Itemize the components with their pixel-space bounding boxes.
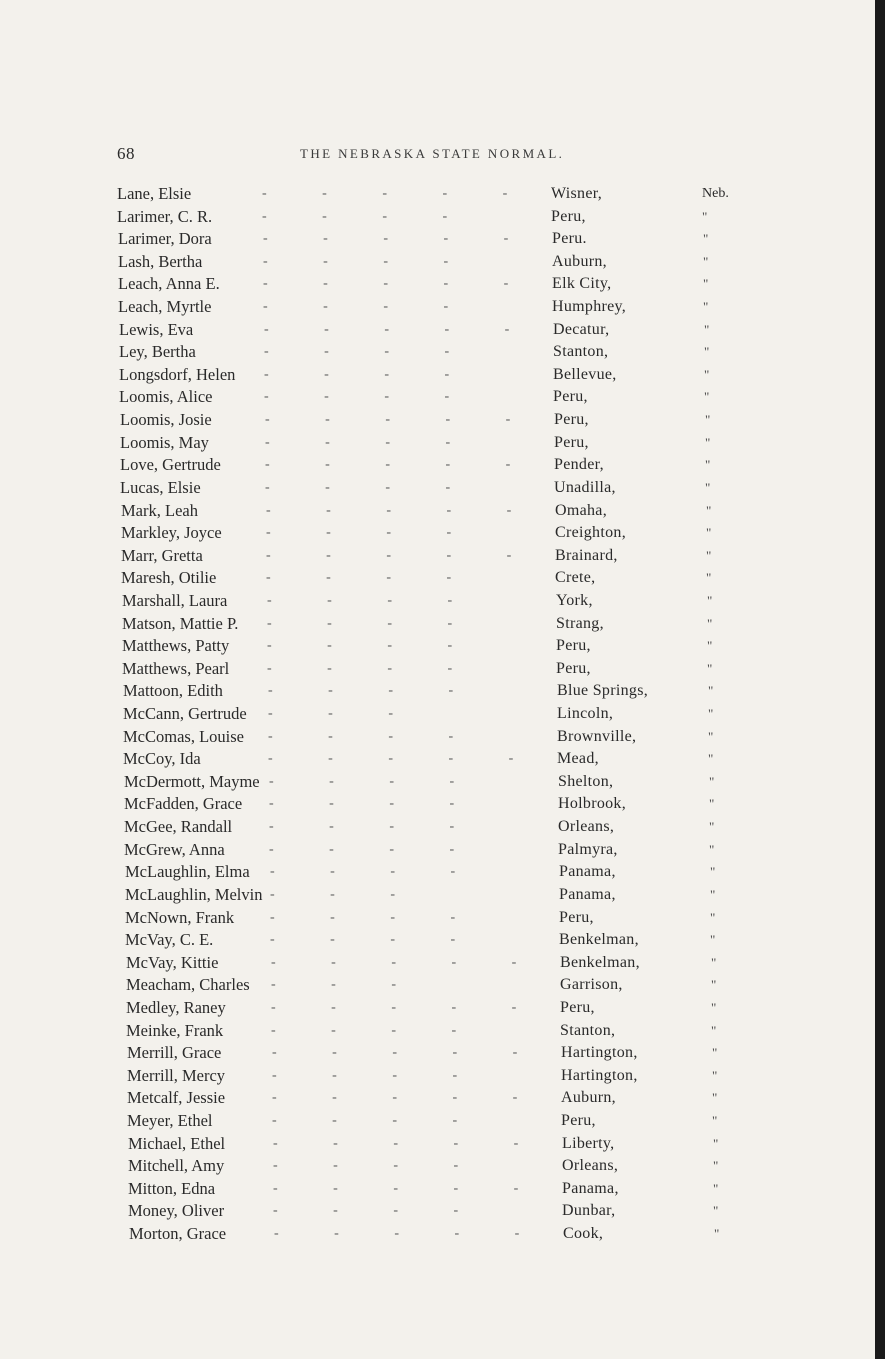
hometown: Peru. bbox=[552, 230, 587, 248]
student-name: Larimer, Dora bbox=[118, 229, 212, 249]
ditto-mark: " bbox=[704, 389, 710, 405]
hometown: Blue Springs, bbox=[557, 682, 649, 700]
ditto-mark: " bbox=[702, 208, 708, 224]
roster-row bbox=[0, 884, 885, 907]
student-name: McVay, C. E. bbox=[125, 930, 214, 950]
student-name: McNown, Frank bbox=[125, 907, 235, 927]
hometown: Humphrey, bbox=[552, 298, 627, 316]
hometown: Peru, bbox=[554, 411, 589, 429]
roster-row bbox=[0, 1223, 885, 1246]
student-name: McDermott, Mayme bbox=[124, 771, 260, 791]
student-name: Marshall, Laura bbox=[122, 590, 228, 610]
leader-dashes: - - - - - bbox=[265, 457, 537, 473]
running-head: THE NEBRASKA STATE NORMAL. bbox=[300, 146, 565, 161]
leader-dashes: - - - - bbox=[266, 570, 478, 586]
student-name: McCann, Gertrude bbox=[123, 704, 247, 724]
ditto-mark: " bbox=[707, 660, 713, 676]
student-name: Ley, Bertha bbox=[119, 342, 196, 362]
ditto-mark: " bbox=[710, 909, 716, 925]
ditto-mark: " bbox=[713, 1158, 719, 1174]
student-name: McLaughlin, Elma bbox=[125, 862, 250, 882]
ditto-mark: " bbox=[712, 1045, 718, 1061]
leader-dashes: - - - - bbox=[272, 1067, 484, 1083]
leader-dashes: - - - - bbox=[270, 864, 482, 880]
ditto-mark: " bbox=[705, 412, 711, 428]
roster-row bbox=[0, 590, 885, 613]
student-name: Maresh, Otilie bbox=[121, 568, 217, 588]
student-name: Merrill, Grace bbox=[127, 1043, 222, 1063]
roster-row bbox=[0, 567, 885, 590]
hometown: Auburn, bbox=[561, 1089, 616, 1107]
ditto-mark: " bbox=[705, 479, 711, 495]
hometown: Panama, bbox=[559, 885, 616, 903]
student-name: Mitchell, Amy bbox=[128, 1156, 225, 1176]
ditto-mark: " bbox=[710, 864, 716, 880]
roster-row bbox=[0, 613, 885, 636]
student-name: Love, Gertrude bbox=[120, 455, 221, 475]
leader-dashes: - - - - bbox=[269, 773, 481, 789]
student-name: Michael, Ethel bbox=[128, 1133, 226, 1153]
roster-row bbox=[0, 861, 885, 884]
ditto-mark: " bbox=[706, 547, 712, 563]
roster-row bbox=[0, 409, 885, 432]
hometown: Orleans, bbox=[562, 1157, 619, 1175]
leader-dashes: - - - - bbox=[267, 615, 479, 631]
hometown: Benkelman, bbox=[559, 931, 639, 949]
ditto-mark: " bbox=[710, 932, 716, 948]
ditto-mark: " bbox=[713, 1135, 719, 1151]
roster-row bbox=[0, 658, 885, 681]
ditto-mark: " bbox=[711, 977, 717, 993]
roster-row bbox=[0, 635, 885, 658]
hometown: Peru, bbox=[560, 998, 595, 1016]
student-name: Morton, Grace bbox=[129, 1224, 227, 1244]
student-name: Merrill, Mercy bbox=[127, 1065, 226, 1085]
leader-dashes: - - - bbox=[268, 706, 419, 722]
leader-dashes: - - - bbox=[271, 977, 422, 993]
hometown: Unadilla, bbox=[554, 478, 616, 496]
roster-row bbox=[0, 703, 885, 726]
ditto-mark: " bbox=[711, 954, 717, 970]
roster-row bbox=[0, 522, 885, 545]
leader-dashes: - - - - - bbox=[263, 276, 535, 292]
student-name: Lewis, Eva bbox=[119, 319, 194, 339]
ditto-mark: " bbox=[704, 366, 710, 382]
hometown: Creighton, bbox=[555, 524, 626, 542]
student-name: Loomis, Josie bbox=[120, 410, 212, 430]
hometown: Stanton, bbox=[560, 1021, 616, 1039]
student-name: Matthews, Patty bbox=[122, 636, 230, 656]
ditto-mark: " bbox=[709, 796, 715, 812]
ditto-mark: " bbox=[711, 999, 717, 1015]
roster-row bbox=[0, 816, 885, 839]
leader-dashes: - - - - bbox=[268, 728, 480, 744]
leader-dashes: - - - - bbox=[267, 592, 479, 608]
hometown: Bellevue, bbox=[553, 365, 617, 383]
leader-dashes: - - - - - bbox=[273, 1180, 545, 1196]
hometown: Peru, bbox=[559, 908, 594, 926]
hometown: Dunbar, bbox=[562, 1202, 616, 1220]
ditto-mark: " bbox=[707, 615, 713, 631]
student-name: McGee, Randall bbox=[124, 817, 233, 837]
roster-row bbox=[0, 251, 885, 274]
roster-row bbox=[0, 1110, 885, 1133]
leader-dashes: - - - - bbox=[269, 796, 481, 812]
hometown: Auburn, bbox=[552, 252, 607, 270]
hometown: Mead, bbox=[557, 750, 599, 768]
hometown: Benkelman, bbox=[560, 953, 640, 971]
hometown: Peru, bbox=[561, 1111, 596, 1129]
ditto-mark: " bbox=[708, 728, 714, 744]
state: Neb. bbox=[702, 186, 729, 201]
hometown: Brainard, bbox=[555, 546, 618, 564]
hometown: Pender, bbox=[554, 456, 604, 474]
hometown: Cook, bbox=[563, 1225, 604, 1243]
roster-row bbox=[0, 477, 885, 500]
hometown: Hartington, bbox=[561, 1044, 638, 1062]
roster-row bbox=[0, 1087, 885, 1110]
hometown: Peru, bbox=[551, 207, 586, 225]
hometown: Brownville, bbox=[557, 727, 637, 745]
student-name: Money, Oliver bbox=[128, 1201, 225, 1221]
leader-dashes: - - - - bbox=[271, 1022, 483, 1038]
roster-row bbox=[0, 296, 885, 319]
roster-row bbox=[0, 952, 885, 975]
ditto-mark: " bbox=[714, 1226, 720, 1242]
leader-dashes: - - - - - bbox=[272, 1090, 544, 1106]
hometown: Elk City, bbox=[552, 275, 612, 293]
roster-row bbox=[0, 273, 885, 296]
student-name: Meyer, Ethel bbox=[127, 1110, 213, 1130]
student-name: Mattoon, Edith bbox=[123, 681, 223, 701]
ditto-mark: " bbox=[704, 321, 710, 337]
roster-row bbox=[0, 341, 885, 364]
ditto-mark: " bbox=[707, 638, 713, 654]
ditto-mark: " bbox=[708, 683, 714, 699]
roster-row bbox=[0, 454, 885, 477]
roster-row bbox=[0, 680, 885, 703]
student-name: Lane, Elsie bbox=[117, 184, 192, 203]
hometown: Palmyra, bbox=[558, 840, 618, 858]
ditto-mark: " bbox=[704, 344, 710, 360]
ditto-mark: " bbox=[709, 841, 715, 857]
ditto-mark: " bbox=[703, 276, 709, 292]
hometown: Liberty, bbox=[562, 1134, 615, 1152]
student-name: Mark, Leah bbox=[121, 500, 198, 520]
ditto-mark: " bbox=[703, 253, 709, 269]
ditto-mark: " bbox=[705, 434, 711, 450]
hometown: Shelton, bbox=[558, 772, 614, 790]
student-name: McComas, Louise bbox=[123, 726, 244, 746]
ditto-mark: " bbox=[703, 231, 709, 247]
hometown: Peru, bbox=[556, 637, 591, 655]
roster-row bbox=[0, 974, 885, 997]
hometown: Omaha, bbox=[555, 501, 608, 519]
ditto-mark: " bbox=[706, 502, 712, 518]
leader-dashes: - - - - - bbox=[264, 321, 536, 337]
ditto-mark: " bbox=[713, 1203, 719, 1219]
roster-row bbox=[0, 386, 885, 409]
leader-dashes: - - - - - bbox=[262, 186, 534, 201]
hometown: Wisner, bbox=[551, 185, 603, 202]
leader-dashes: - - - - - bbox=[266, 502, 538, 518]
student-name: Matthews, Pearl bbox=[122, 658, 230, 678]
roster-row bbox=[0, 432, 885, 455]
hometown: Strang, bbox=[556, 614, 604, 632]
student-roster bbox=[0, 183, 885, 1246]
page-number: 68 bbox=[117, 144, 135, 163]
roster-row bbox=[0, 1155, 885, 1178]
ditto-mark: " bbox=[712, 1112, 718, 1128]
leader-dashes: - - - - - bbox=[273, 1135, 545, 1151]
leader-dashes: - - - - bbox=[264, 389, 476, 405]
leader-dashes: - - - - bbox=[266, 525, 478, 541]
leader-dashes: - - - - - bbox=[266, 547, 538, 563]
leader-dashes: - - - - bbox=[262, 208, 474, 224]
student-name: Leach, Anna E. bbox=[118, 274, 220, 294]
hometown: Peru, bbox=[553, 388, 588, 406]
student-name: Larimer, C. R. bbox=[117, 206, 213, 226]
roster-row bbox=[0, 771, 885, 794]
ditto-mark: " bbox=[703, 299, 709, 315]
roster-row bbox=[0, 545, 885, 568]
ditto-mark: " bbox=[710, 886, 716, 902]
ditto-mark: " bbox=[706, 525, 712, 541]
hometown: Peru, bbox=[554, 433, 589, 451]
student-name: Metcalf, Jessie bbox=[127, 1088, 226, 1108]
roster-row bbox=[0, 1042, 885, 1065]
ditto-mark: " bbox=[709, 773, 715, 789]
student-name: Lash, Bertha bbox=[118, 251, 203, 271]
leader-dashes: - - - - bbox=[270, 932, 482, 948]
leader-dashes: - - - - bbox=[267, 660, 479, 676]
leader-dashes: - - - - - bbox=[268, 751, 540, 767]
student-name: Leach, Myrtle bbox=[118, 297, 212, 317]
leader-dashes: - - - - - bbox=[272, 1045, 544, 1061]
roster-row bbox=[0, 1200, 885, 1223]
ditto-mark: " bbox=[708, 706, 714, 722]
leader-dashes: - - - - bbox=[273, 1203, 485, 1219]
student-name: Loomis, May bbox=[120, 432, 209, 452]
leader-dashes: - - - - bbox=[264, 366, 476, 382]
hometown: Hartington, bbox=[561, 1066, 638, 1084]
student-name: McGrew, Anna bbox=[124, 839, 225, 859]
student-name: McCoy, Ida bbox=[123, 749, 201, 769]
leader-dashes: - - - - bbox=[270, 909, 482, 925]
leader-dashes: - - - bbox=[270, 886, 421, 902]
ditto-mark: " bbox=[712, 1067, 718, 1083]
ditto-mark: " bbox=[711, 1022, 717, 1038]
roster-row bbox=[0, 1178, 885, 1201]
hometown: Stanton, bbox=[553, 343, 609, 361]
leader-dashes: - - - - - bbox=[263, 231, 535, 247]
ditto-mark: " bbox=[707, 592, 713, 608]
leader-dashes: - - - - bbox=[269, 841, 481, 857]
ditto-mark: " bbox=[706, 570, 712, 586]
roster-row bbox=[0, 748, 885, 771]
roster-row bbox=[0, 1133, 885, 1156]
student-name: Markley, Joyce bbox=[121, 523, 222, 543]
leader-dashes: - - - - bbox=[269, 819, 481, 835]
leader-dashes: - - - - bbox=[272, 1112, 484, 1128]
leader-dashes: - - - - - bbox=[274, 1226, 546, 1242]
student-name: Marr, Gretta bbox=[121, 545, 203, 565]
roster-row bbox=[0, 228, 885, 251]
student-name: Mitton, Edna bbox=[128, 1178, 216, 1198]
ditto-mark: " bbox=[709, 819, 715, 835]
student-name: Loomis, Alice bbox=[119, 387, 213, 407]
student-name: McVay, Kittie bbox=[126, 952, 219, 972]
roster-row bbox=[0, 793, 885, 816]
student-name: McLaughlin, Melvin bbox=[125, 884, 263, 904]
leader-dashes: - - - - - bbox=[271, 999, 543, 1015]
hometown: York, bbox=[556, 591, 593, 609]
student-name: Medley, Raney bbox=[126, 997, 226, 1017]
roster-row bbox=[0, 907, 885, 930]
hometown: Orleans, bbox=[558, 818, 615, 836]
leader-dashes: - - - - bbox=[273, 1158, 485, 1174]
hometown: Garrison, bbox=[560, 976, 623, 994]
hometown: Crete, bbox=[555, 569, 596, 587]
hometown: Peru, bbox=[556, 659, 591, 677]
ditto-mark: " bbox=[705, 457, 711, 473]
hometown: Panama, bbox=[559, 863, 616, 881]
roster-row bbox=[0, 206, 885, 229]
leader-dashes: - - - - bbox=[265, 434, 477, 450]
hometown: Lincoln, bbox=[557, 705, 614, 723]
roster-row bbox=[0, 929, 885, 952]
leader-dashes: - - - - bbox=[265, 479, 477, 495]
roster-row bbox=[0, 839, 885, 862]
leader-dashes: - - - - bbox=[263, 299, 475, 315]
leader-dashes: - - - - - bbox=[265, 412, 537, 428]
student-name: Matson, Mattie P. bbox=[122, 613, 239, 633]
hometown: Holbrook, bbox=[558, 795, 627, 813]
roster-row bbox=[0, 183, 885, 206]
student-name: Lucas, Elsie bbox=[120, 477, 201, 497]
roster-row bbox=[0, 726, 885, 749]
roster-row bbox=[0, 364, 885, 387]
ditto-mark: " bbox=[713, 1180, 719, 1196]
student-name: Longsdorf, Helen bbox=[119, 364, 236, 384]
student-name: McFadden, Grace bbox=[124, 794, 243, 814]
leader-dashes: - - - - bbox=[267, 638, 479, 654]
roster-row bbox=[0, 319, 885, 342]
leader-dashes: - - - - bbox=[268, 683, 480, 699]
roster-row bbox=[0, 1020, 885, 1043]
ditto-mark: " bbox=[708, 751, 714, 767]
leader-dashes: - - - - bbox=[264, 344, 476, 360]
hometown: Panama, bbox=[562, 1179, 619, 1197]
leader-dashes: - - - - bbox=[263, 253, 475, 269]
ditto-mark: " bbox=[712, 1090, 718, 1106]
roster-row bbox=[0, 500, 885, 523]
roster-row bbox=[0, 997, 885, 1020]
student-name: Meacham, Charles bbox=[126, 975, 250, 995]
leader-dashes: - - - - - bbox=[271, 954, 543, 970]
student-name: Meinke, Frank bbox=[126, 1020, 224, 1040]
roster-row bbox=[0, 1065, 885, 1088]
hometown: Decatur, bbox=[553, 320, 610, 338]
